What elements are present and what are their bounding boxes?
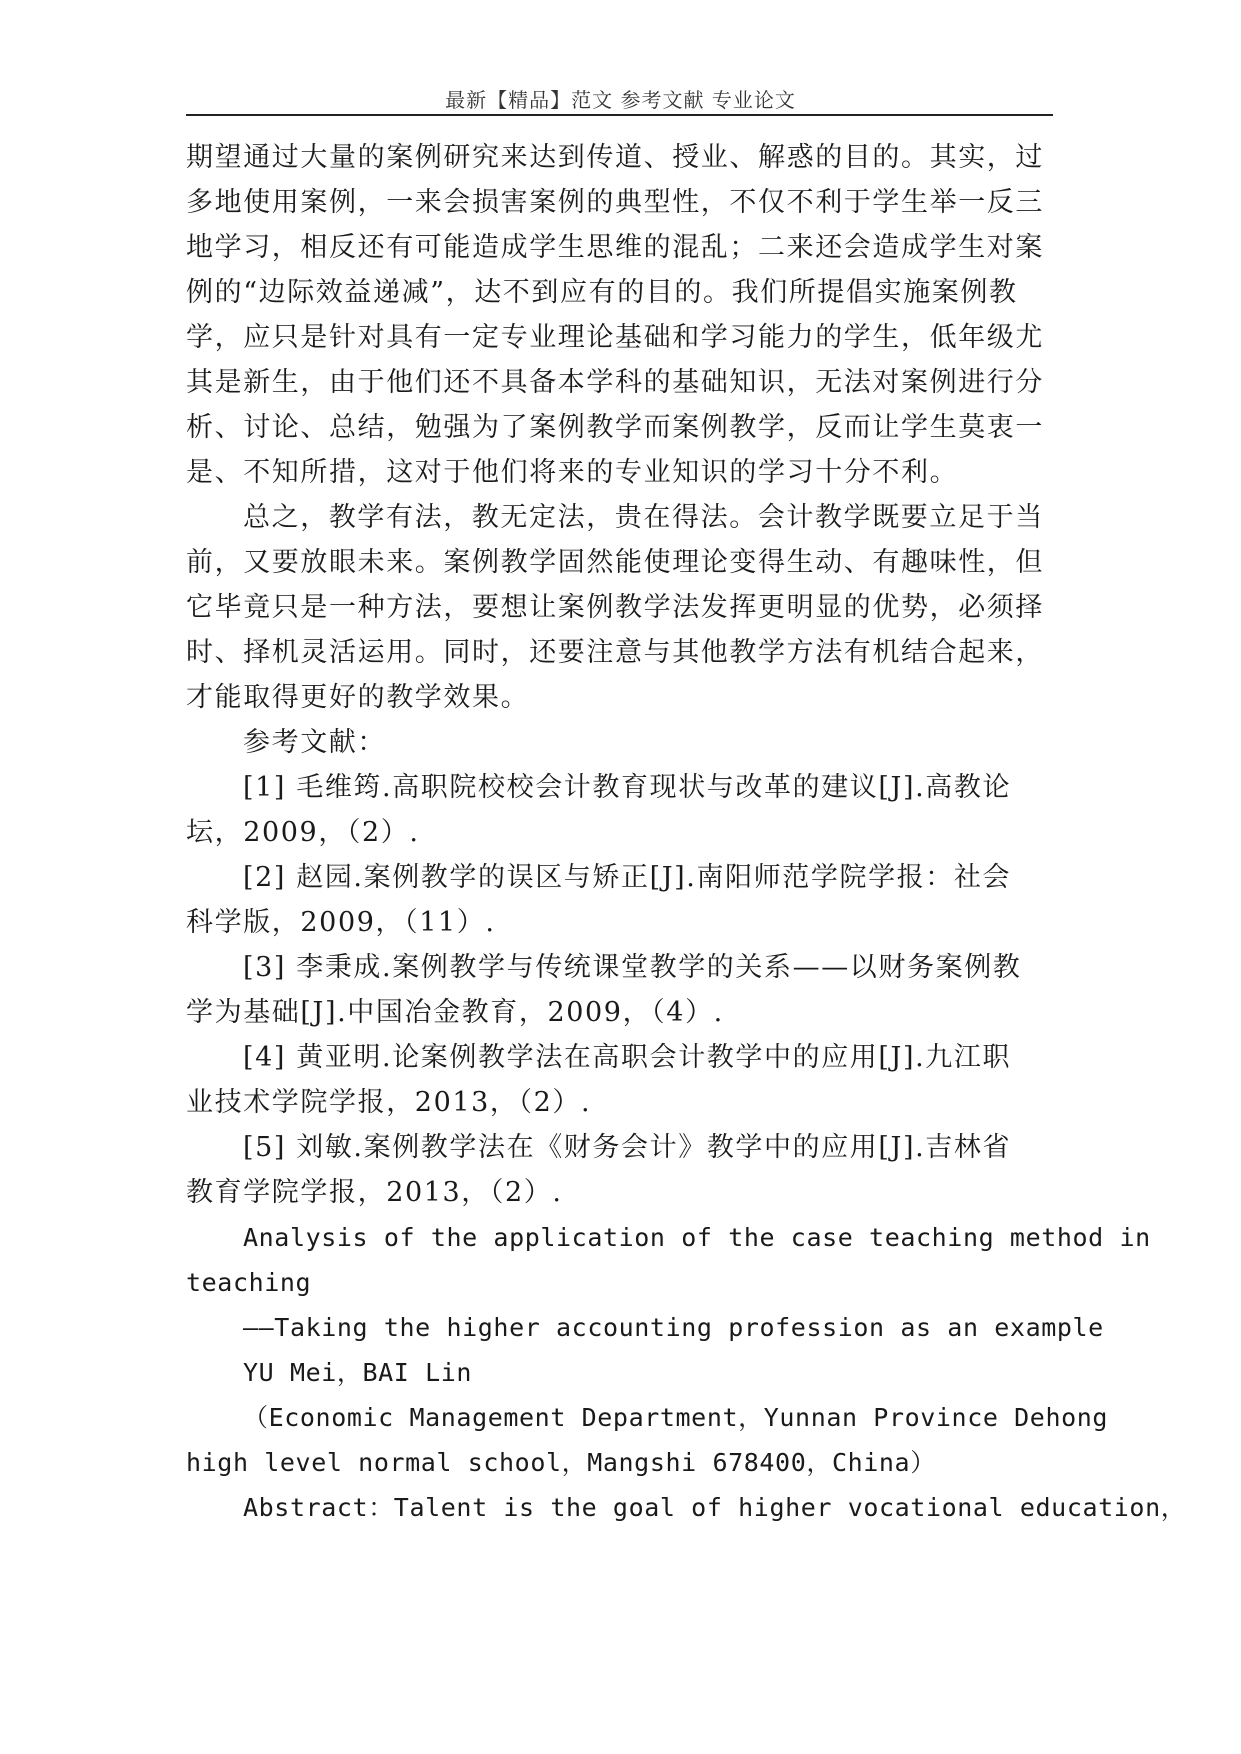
body-line: 前，又要放眼未来。案例教学固然能使理论变得生动、有趣味性，但	[186, 547, 1044, 578]
body-line: 期望通过大量的案例研究来达到传道、授业、解惑的目的。其实，过	[186, 142, 1044, 173]
body-line: 总之，教学有法，教无定法，贵在得法。会计教学既要立足于当	[243, 502, 1044, 533]
body-line: 其是新生，由于他们还不具备本学科的基础知识，无法对案例进行分	[186, 367, 1044, 398]
english-title: Analysis of the application of the case teaching method in	[243, 1223, 1151, 1252]
reference-line: 业技术学院学报，2013，（2）.	[186, 1087, 592, 1118]
body-line: 析、讨论、总结，勉强为了案例教学而案例教学，反而让学生莫衷一	[186, 412, 1044, 443]
author-affiliation: （Economic Management Department，Yunnan Province Dehong	[243, 1403, 1109, 1432]
body-line: 多地使用案例，一来会损害案例的典型性，不仅不利于学生举一反三	[186, 187, 1044, 218]
reference-line: 教育学院学报，2013，（2）.	[186, 1177, 563, 1208]
reference-line: [1] 毛维筠.高职院校校会计教育现状与改革的建议[J].高教论	[243, 772, 1012, 803]
reference-line: 坛，2009，（2）.	[186, 817, 420, 848]
page-header: 最新【精品】范文 参考文献 专业论文	[445, 88, 796, 112]
body-line: 才能取得更好的教学效果。	[186, 682, 530, 713]
body-line: 例的“边际效益递减”，达不到应有的目的。我们所提倡实施案例教	[186, 277, 1018, 308]
references-heading: 参考文献：	[243, 727, 386, 758]
body-line: 学，应只是针对具有一定专业理论基础和学习能力的学生，低年级尤	[186, 322, 1044, 353]
english-subtitle: ——Taking the higher accounting profession as an example	[243, 1313, 1104, 1342]
abstract-line: Abstract：Talent is the goal of higher vocational education，	[243, 1493, 1187, 1522]
reference-line: 学为基础[J].中国冶金教育，2009，（4）.	[186, 997, 724, 1028]
reference-line: [3] 李秉成.案例教学与传统课堂教学的关系——以财务案例教	[243, 952, 1022, 983]
english-title: teaching	[186, 1268, 312, 1297]
reference-line: [2] 赵园.案例教学的误区与矫正[J].南阳师范学院学报：社会	[243, 862, 1012, 893]
reference-line: [4] 黄亚明.论案例教学法在高职会计教学中的应用[J].九江职	[243, 1042, 1012, 1073]
body-line: 它毕竟只是一种方法，要想让案例教学法发挥更明显的优势，必须择	[186, 592, 1044, 623]
author-names: YU Mei，BAI Lin	[243, 1358, 473, 1387]
author-affiliation: high level normal school，Mangshi 678400，China）	[186, 1448, 936, 1477]
body-line: 时、择机灵活运用。同时，还要注意与其他教学方法有机结合起来，	[186, 637, 1044, 668]
body-line: 地学习，相反还有可能造成学生思维的混乱；二来还会造成学生对案	[186, 232, 1044, 263]
body-line: 是、不知所措，这对于他们将来的专业知识的学习十分不利。	[186, 457, 959, 488]
header-divider	[186, 114, 1053, 116]
reference-line: [5] 刘敏.案例教学法在《财务会计》教学中的应用[J].吉林省	[243, 1132, 1012, 1163]
reference-line: 科学版，2009，（11）.	[186, 907, 496, 938]
